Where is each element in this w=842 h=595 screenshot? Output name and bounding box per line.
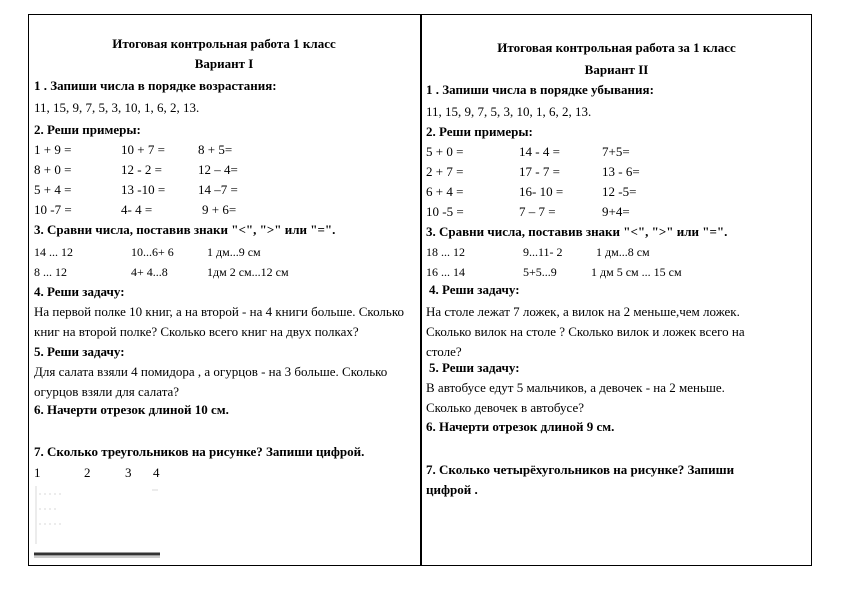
right-title: Итоговая контрольная работа за 1 класс	[497, 40, 736, 55]
example: 9 + 6=	[202, 202, 237, 217]
example: 8 + 5=	[198, 142, 233, 157]
left-task4-text: На первой полке 10 книг, а на второй - на 4 книги больше. Сколько книг на второй полке? Сколько всего книг на двух полках?	[34, 304, 404, 339]
left-variant: Вариант I	[194, 56, 254, 71]
compare-item: 1дм 2 см...12 см	[207, 265, 289, 279]
answer-option: 2	[84, 465, 91, 480]
example: 8 + 0 =	[34, 162, 72, 177]
example: 10 + 7 =	[121, 142, 165, 157]
example: 13 -10 =	[121, 182, 166, 197]
compare-item: 9...11- 2	[523, 245, 563, 259]
answer-option: 1	[34, 465, 41, 480]
example: 12 -5=	[602, 184, 637, 199]
example: 16- 10 =	[519, 184, 564, 199]
left-task5-text: Для салата взяли 4 помидора , а огурцов - на 3 больше. Сколько огурцов взяли для салата?	[34, 364, 388, 399]
left-task6-title: 6. Начерти отрезок длиной 10 см.	[34, 402, 229, 417]
left-task7-title: 7. Сколько треугольников на рисунке? Запиши цифрой.	[34, 444, 365, 459]
left-task2-title: 2. Реши примеры:	[34, 122, 141, 137]
compare-item: 1 дм 5 см ... 15 см	[591, 265, 682, 279]
compare-item: 5+5...9	[523, 265, 557, 279]
example: 13 - 6=	[602, 164, 640, 179]
compare-item: 1 дм...8 см	[596, 245, 650, 259]
example: 9+4=	[602, 204, 630, 219]
right-task4-title: 4. Реши задачу:	[429, 282, 520, 297]
example: 2 + 7 =	[426, 164, 464, 179]
example: 12 - 2 =	[121, 162, 162, 177]
example: 5 + 4 =	[34, 182, 72, 197]
compare-item: 4+ 4...8	[131, 265, 168, 279]
left-task1-numbers: 11, 15, 9, 7, 5, 3, 10, 1, 6, 2, 13.	[34, 100, 200, 115]
example: 14 - 4 =	[519, 144, 560, 159]
compare-item: 18 ... 12	[426, 245, 465, 259]
compare-item: 10...6+ 6	[131, 245, 174, 259]
example: 7 – 7 =	[519, 204, 556, 219]
example: 5 + 0 =	[426, 144, 464, 159]
example: 7+5=	[602, 144, 630, 159]
example: 4- 4 =	[121, 202, 153, 217]
left-task3-title: 3. Сравни числа, поставив знаки "<", ">" или "=".	[34, 222, 336, 237]
example: 17 - 7 =	[519, 164, 560, 179]
right-task7-title: 7. Сколько четырёхугольников на рисунке? Запиши цифрой .	[426, 462, 735, 497]
right-task5-text: В автобусе едут 5 мальчиков, а девочек - на 2 меньше. Сколько девочек в автобусе?	[426, 380, 725, 415]
answer-option: 4	[153, 465, 160, 480]
right-task5-title: 5. Реши задачу:	[429, 360, 520, 375]
left-task4-title: 4. Реши задачу:	[34, 284, 125, 299]
right-task3-title: 3. Сравни числа, поставив знаки "<", ">" или "=".	[426, 224, 728, 239]
example: 6 + 4 =	[426, 184, 464, 199]
compare-item: 8 ... 12	[34, 265, 67, 279]
right-variant: Вариант II	[584, 62, 649, 77]
example: 12 – 4=	[198, 162, 238, 177]
triangles-figure	[34, 484, 169, 564]
right-task1-title: 1 . Запиши числа в порядке убывания:	[426, 82, 654, 97]
right-task6-title: 6. Начерти отрезок длиной 9 см.	[426, 419, 615, 434]
column-divider	[420, 14, 422, 566]
left-task1-title: 1 . Запиши числа в порядке возрастания:	[34, 78, 277, 93]
left-title: Итоговая контрольная работа 1 класс	[112, 36, 336, 51]
example: 14 –7 =	[198, 182, 238, 197]
right-task1-numbers: 11, 15, 9, 7, 5, 3, 10, 1, 6, 2, 13.	[426, 104, 592, 119]
compare-item: 1 дм...9 см	[207, 245, 261, 259]
variant-1-column	[30, 14, 418, 566]
example: 10 -5 =	[426, 204, 464, 219]
compare-item: 14 ... 12	[34, 245, 73, 259]
answer-option: 3	[125, 465, 132, 480]
left-task5-title: 5. Реши задачу:	[34, 344, 125, 359]
example: 1 + 9 =	[34, 142, 72, 157]
compare-item: 16 ... 14	[426, 265, 465, 279]
right-task2-title: 2. Реши примеры:	[426, 124, 533, 139]
example: 10 -7 =	[34, 202, 72, 217]
right-task4-text: На столе лежат 7 ложек, а вилок на 2 меньше,чем ложек. Сколько вилок на столе ? Сколько вилок и ложек всего на столе?	[426, 304, 745, 359]
variant-2-column	[423, 14, 810, 566]
